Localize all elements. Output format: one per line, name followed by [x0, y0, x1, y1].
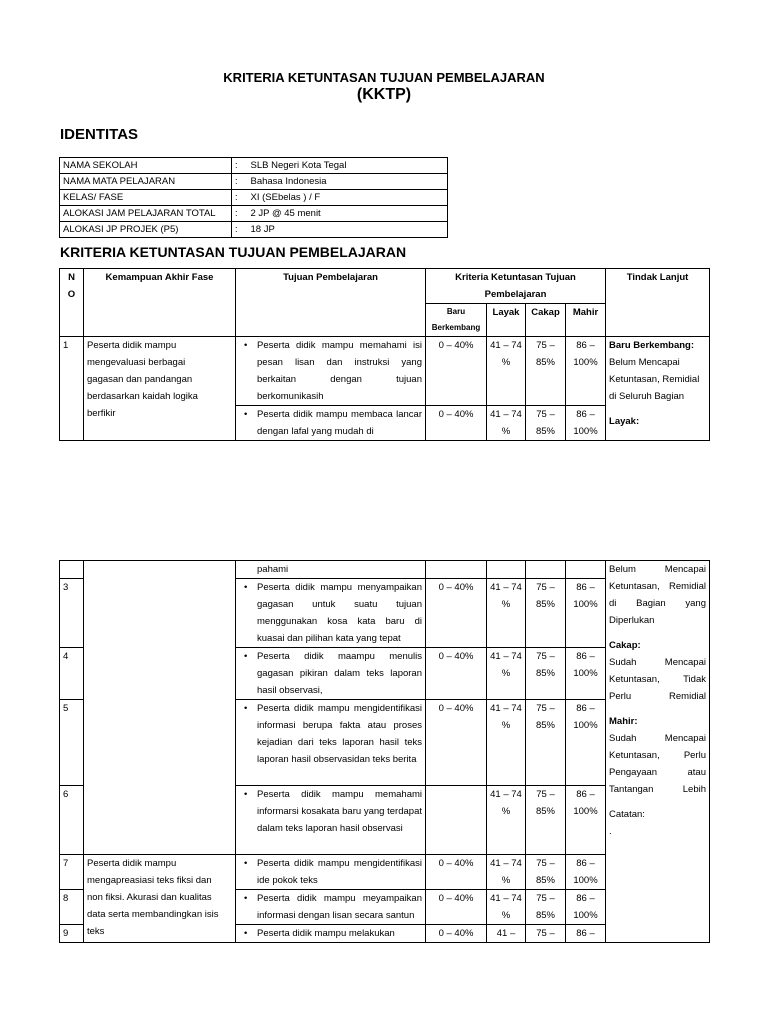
cakap-cell: 75 – 85% [526, 786, 566, 855]
cakap-cell: 75 – 85% [526, 579, 566, 648]
identitas-row [60, 206, 448, 222]
identitas-heading: IDENTITAS [60, 126, 139, 143]
baru-berkembang-cell: 0 – 40% [426, 337, 487, 406]
cakap-cell: 75 – 85% [526, 406, 566, 441]
tujuan-pembelajaran-cell: • Peserta didik mampu mengidentifikasi ide pokok teks [236, 855, 426, 890]
cakap-cell: 75 – 85% [526, 700, 566, 786]
header-tindak-lanjut: Tindak Lanjut [606, 269, 710, 337]
layak-cell: 41 – 74 % [487, 786, 526, 855]
identitas-label: NAMA SEKOLAH [60, 158, 232, 174]
layak-cell: 41 – 74 % [487, 700, 526, 786]
mahir-cell: 86 – 100% [566, 579, 606, 648]
identitas-value: SLB Negeri Kota Tegal [248, 158, 448, 174]
header-tujuan-pembelajaran: Tujuan Pembelajaran [236, 269, 426, 337]
layak-cell: 41 – 74 % [487, 648, 526, 700]
layak-cell: 41 – 74 % [487, 855, 526, 890]
mahir-cell: 86 – 100% [566, 700, 606, 786]
tindak-lanjut-cell: Baru Berkembang: Belum Mencapai Ketuntasan, Remidial di Seluruh Bagian Layak: [606, 337, 710, 441]
tujuan-pembelajaran-cell: • Peserta didik mampu membaca lancar dengan lafal yang mudah di [236, 406, 426, 441]
identitas-row [60, 222, 448, 238]
kemampuan-akhir-fase-cell: Peserta didik mampu mengevaluasi berbagai gagasan dan pandangan berdasarkan kaidah logika berfikir [84, 337, 236, 441]
identitas-row [60, 174, 448, 190]
mahir-cell: 86 – 100% [566, 406, 606, 441]
identitas-row [60, 158, 448, 174]
baru-berkembang-cell: 0 – 40% [426, 925, 487, 943]
identitas-label: NAMA MATA PELAJARAN [60, 174, 232, 190]
cakap-cell: 75 – 85% [526, 648, 566, 700]
header-kktp: Kriteria Ketuntasan Tujuan Pembelajaran [426, 269, 606, 304]
layak-cell: 41 – 74 % [487, 337, 526, 406]
identitas-colon: : [232, 222, 248, 238]
baru-berkembang-cell: 0 – 40% [426, 890, 487, 925]
tujuan-pembelajaran-cell: pahami [236, 561, 426, 579]
row-number: 7 [60, 855, 84, 890]
layak-cell: 41 – 74 % [487, 579, 526, 648]
kktp-table-part1 [59, 268, 710, 441]
layak-cell: 41 – 74 % [487, 406, 526, 441]
row-number: 6 [60, 786, 84, 855]
identitas-value: XI (SEbelas ) / F [248, 190, 448, 206]
tujuan-pembelajaran-cell: • Peserta didik mampu melakukan [236, 925, 426, 943]
mahir-cell: 86 – [566, 925, 606, 943]
baru-berkembang-cell [426, 786, 487, 855]
identitas-label: ALOKASI JAM PELAJARAN TOTAL [60, 206, 232, 222]
identitas-label: KELAS/ FASE [60, 190, 232, 206]
row-number: 9 [60, 925, 84, 943]
row-number: 5 [60, 700, 84, 786]
header-no: N O [60, 269, 84, 337]
identitas-colon: : [232, 190, 248, 206]
identitas-value: 2 JP @ 45 menit [248, 206, 448, 222]
kriteria-heading: KRITERIA KETUNTASAN TUJUAN PEMBELAJARAN [60, 244, 407, 260]
cakap-cell: 75 – [526, 925, 566, 943]
row-number: 4 [60, 648, 84, 700]
cakap-cell: 75 – 85% [526, 890, 566, 925]
header-kemampuan-akhir-fase: Kemampuan Akhir Fase [84, 269, 236, 337]
identitas-row [60, 190, 448, 206]
tujuan-pembelajaran-cell: • Peserta didik mampu mengidentifikasi informasi berupa fakta atau proses kejadian dari teks laporan hasil teks laporan hasil observasidan teks berita [236, 700, 426, 786]
row-number: 8 [60, 890, 84, 925]
cakap-cell: 75 – 85% [526, 337, 566, 406]
baru-berkembang-cell: 0 – 40% [426, 406, 487, 441]
row-number: 1 [60, 337, 84, 441]
baru-berkembang-cell: 0 – 40% [426, 700, 487, 786]
mahir-cell: 86 – 100% [566, 648, 606, 700]
identitas-value: 18 JP [248, 222, 448, 238]
kemampuan-akhir-fase-cell: Peserta didik mampu mengapreasiasi teks fiksi dan non fiksi. Akurasi dan kualitas data serta membandingkan isis teks [84, 855, 236, 943]
identitas-table [59, 157, 448, 238]
identitas-label: ALOKASI JP PROJEK (P5) [60, 222, 232, 238]
tujuan-pembelajaran-cell: • Peserta didik mampu meyampaikan informasi dengan lisan secara santun [236, 890, 426, 925]
header-mahir: Mahir [566, 304, 606, 337]
mahir-cell: 86 – 100% [566, 855, 606, 890]
tujuan-pembelajaran-cell: • Peserta didik maampu menulis gagasan pikiran dalam teks laporan hasil observasi, [236, 648, 426, 700]
tindak-lanjut-cell: Belum Mencapai Ketuntasan, Remidial di Bagian yang Diperlukan Cakap: Sudah Mencapai Ketuntasan, Tidak Perlu Remidial Mahir: Sudah Mencapai Ketuntasan, Perlu Pengayaan atau Tantangan Lebih Catatan: . [606, 561, 710, 943]
identitas-colon: : [232, 174, 248, 190]
identitas-colon: : [232, 206, 248, 222]
baru-berkembang-cell: 0 – 40% [426, 855, 487, 890]
tujuan-pembelajaran-cell: • Peserta didik mampu memahami isi pesan lisan dan instruksi yang berkaitan dengan tujuan berkomunikasih [236, 337, 426, 406]
cakap-cell: 75 – 85% [526, 855, 566, 890]
tujuan-pembelajaran-cell: • Peserta didik mampu memahami informarsi kosakata baru yang terdapat dalam teks laporan hasil observasi [236, 786, 426, 855]
identitas-colon: : [232, 158, 248, 174]
kktp-table-part2 [59, 560, 710, 943]
tujuan-pembelajaran-cell: • Peserta didik mampu menyampaikan gagasan untuk suatu tujuan menggunakan kosa kata baru di kuasai dan pilihan kata yang tepat [236, 579, 426, 648]
mahir-cell: 86 – 100% [566, 337, 606, 406]
document-subtitle: (KKTP) [356, 86, 412, 103]
kemampuan-akhir-fase-cell [84, 561, 236, 855]
baru-berkembang-cell: 0 – 40% [426, 648, 487, 700]
row-number: 3 [60, 579, 84, 648]
baru-berkembang-cell: 0 – 40% [426, 579, 487, 648]
mahir-cell: 86 – 100% [566, 890, 606, 925]
header-cakap: Cakap [526, 304, 566, 337]
identitas-value: Bahasa Indonesia [248, 174, 448, 190]
document-title: KRITERIA KETUNTASAN TUJUAN PEMBELAJARAN [223, 70, 545, 85]
layak-cell: 41 – [487, 925, 526, 943]
header-layak: Layak [487, 304, 526, 337]
layak-cell: 41 – 74 % [487, 890, 526, 925]
header-baru-berkembang: Baru Berkembang [426, 304, 487, 337]
mahir-cell: 86 – 100% [566, 786, 606, 855]
